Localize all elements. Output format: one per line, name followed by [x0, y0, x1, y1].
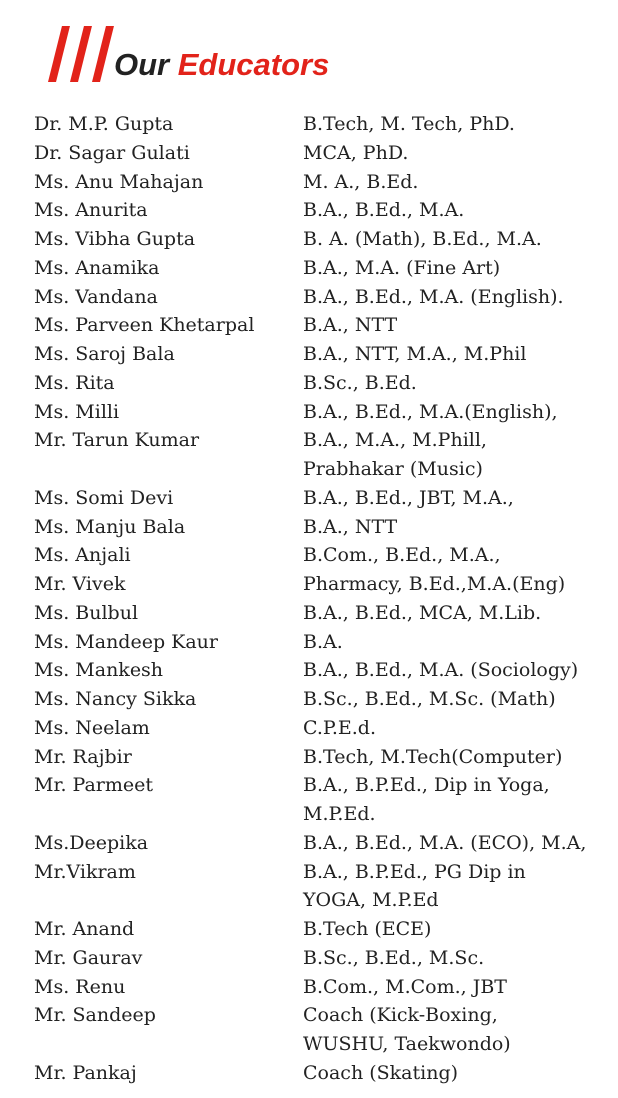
educator-name: Mr. Pankaj [34, 1061, 137, 1084]
slash-mark [92, 26, 114, 82]
educator-name: Ms. Bulbul [34, 601, 139, 624]
educator-qualification: B.A., B.Ed., MCA, M.Lib. [303, 601, 542, 624]
educator-row [34, 973, 604, 1002]
educator-name: Ms. Anu Mahajan [34, 170, 204, 193]
educators-list [34, 110, 604, 1088]
educator-name: Ms. Renu [34, 975, 126, 998]
educator-name: Ms. Somi Devi [34, 486, 174, 509]
educator-row [34, 1059, 604, 1088]
page-title-word-educators: Educators [177, 47, 330, 82]
educator-qualification: B.A., NTT [303, 515, 398, 538]
educator-name: Dr. M.P. Gupta [34, 113, 174, 135]
educator-qualification: B.Tech (ECE) [303, 918, 432, 940]
educator-qualification: Coach (Kick-Boxing, WUSHU, Taekwondo) [303, 1004, 511, 1055]
page-header [40, 22, 329, 82]
educator-name: Mr. Rajbir [34, 745, 132, 768]
educator-row [34, 254, 604, 283]
educator-row [34, 915, 604, 944]
educator-row [34, 685, 604, 714]
educator-name: Mr. Vivek [34, 573, 126, 595]
educator-row [34, 110, 604, 139]
educator-qualification: B.Sc., B.Ed. [303, 371, 417, 394]
educator-row [34, 426, 604, 484]
educator-name: Mr. Tarun Kumar [34, 429, 200, 452]
educator-name: Ms. Mandeep Kaur [34, 630, 218, 653]
educator-name: Ms.Deepika [34, 831, 149, 854]
educator-qualification: B.A., B.P.Ed., PG Dip in YOGA, M.P.Ed [303, 860, 526, 912]
educator-name: Ms. Manju Bala [34, 515, 186, 538]
educator-qualification: B.A., NTT [303, 314, 398, 337]
educator-qualification: B.A., B.Ed., M.A. (ECO), M.A, [303, 831, 587, 854]
educator-qualification: B.A., B.Ed., M.A.(English), [303, 400, 558, 423]
educator-qualification: B.A., B.Ed., JBT, M.A., [303, 486, 514, 509]
educator-qualification: B.A. [303, 630, 343, 653]
educator-row [34, 168, 604, 197]
educator-qualification: B.A., M.A. (Fine Art) [303, 256, 501, 279]
educator-qualification: B.A., NTT, M.A., M.Phil [303, 343, 527, 365]
educator-qualification: B. A. (Math), B.Ed., M.A. [303, 228, 542, 250]
slash-mark [48, 26, 70, 82]
educator-name: Mr. Sandeep [34, 1004, 156, 1027]
slash-mark [70, 26, 92, 82]
page-title-word-our: Our [114, 47, 170, 82]
educator-row [34, 743, 604, 772]
educator-row [34, 570, 604, 599]
educator-name: Ms. Vibha Gupta [34, 228, 196, 250]
educator-row [34, 484, 604, 513]
educator-row [34, 829, 604, 858]
educator-qualification: Pharmacy, B.Ed.,M.A.(Eng) [303, 573, 566, 595]
educator-qualification: B.Sc., B.Ed., M.Sc. (Math) [303, 688, 556, 710]
educator-qualification: B.A., B.P.Ed., Dip in Yoga, M.P.Ed. [303, 774, 550, 825]
educator-row [34, 656, 604, 685]
educator-row [34, 714, 604, 743]
educator-row [34, 340, 604, 369]
educator-qualification: B.Sc., B.Ed., M.Sc. [303, 946, 485, 969]
educator-row [34, 398, 604, 427]
educator-name: Ms. Rita [34, 371, 115, 394]
educator-qualification: B.A., B.Ed., M.A. (English). [303, 285, 564, 308]
educator-qualification: B.A., M.A., M.Phill, Prabhakar (Music) [303, 429, 487, 480]
educator-qualification: B.A., B.Ed., M.A. (Sociology) [303, 659, 579, 682]
educator-name: Ms. Nancy Sikka [34, 688, 197, 710]
educator-qualification: B.Com., B.Ed., M.A., [303, 544, 501, 567]
educator-qualification: MCA, PhD. [303, 141, 409, 164]
educator-name: Ms. Neelam [34, 716, 150, 739]
educator-qualification: B.Com., M.Com., JBT [303, 975, 507, 998]
educator-name: Ms. Parveen Khetarpal [34, 314, 255, 337]
educator-row [34, 858, 604, 916]
educator-row [34, 283, 604, 312]
educator-row [34, 139, 604, 168]
educator-row [34, 1001, 604, 1059]
page-title [114, 49, 329, 80]
educator-row [34, 771, 604, 829]
educator-row [34, 311, 604, 340]
educator-name: Ms. Saroj Bala [34, 343, 175, 365]
educator-row [34, 541, 604, 570]
educator-name: Mr. Parmeet [34, 774, 154, 797]
educator-row [34, 513, 604, 542]
educator-name: Ms. Mankesh [34, 659, 164, 682]
educator-qualification: M. A., B.Ed. [303, 170, 419, 193]
educator-name: Ms. Milli [34, 400, 120, 423]
educator-name: Mr. Anand [34, 918, 135, 940]
educator-row [34, 369, 604, 398]
educator-name: Ms. Anurita [34, 199, 148, 222]
educator-row [34, 225, 604, 254]
educator-name: Dr. Sagar Gulati [34, 141, 190, 164]
educator-name: Ms. Anamika [34, 256, 160, 279]
red-slashes-logo [40, 26, 108, 82]
educator-name: Mr.Vikram [34, 860, 136, 883]
educator-row [34, 196, 604, 225]
educator-name: Mr. Gaurav [34, 946, 143, 969]
educator-row [34, 599, 604, 628]
educator-qualification: B.Tech, M.Tech(Computer) [303, 745, 563, 768]
educator-qualification: C.P.E.d. [303, 716, 376, 739]
educator-qualification: Coach (Skating) [303, 1061, 459, 1084]
educator-row [34, 944, 604, 973]
educator-name: Ms. Anjali [34, 544, 131, 567]
educator-row [34, 628, 604, 657]
educator-qualification: B.Tech, M. Tech, PhD. [303, 113, 515, 135]
educator-qualification: B.A., B.Ed., M.A. [303, 199, 465, 222]
educator-name: Ms. Vandana [34, 285, 158, 308]
